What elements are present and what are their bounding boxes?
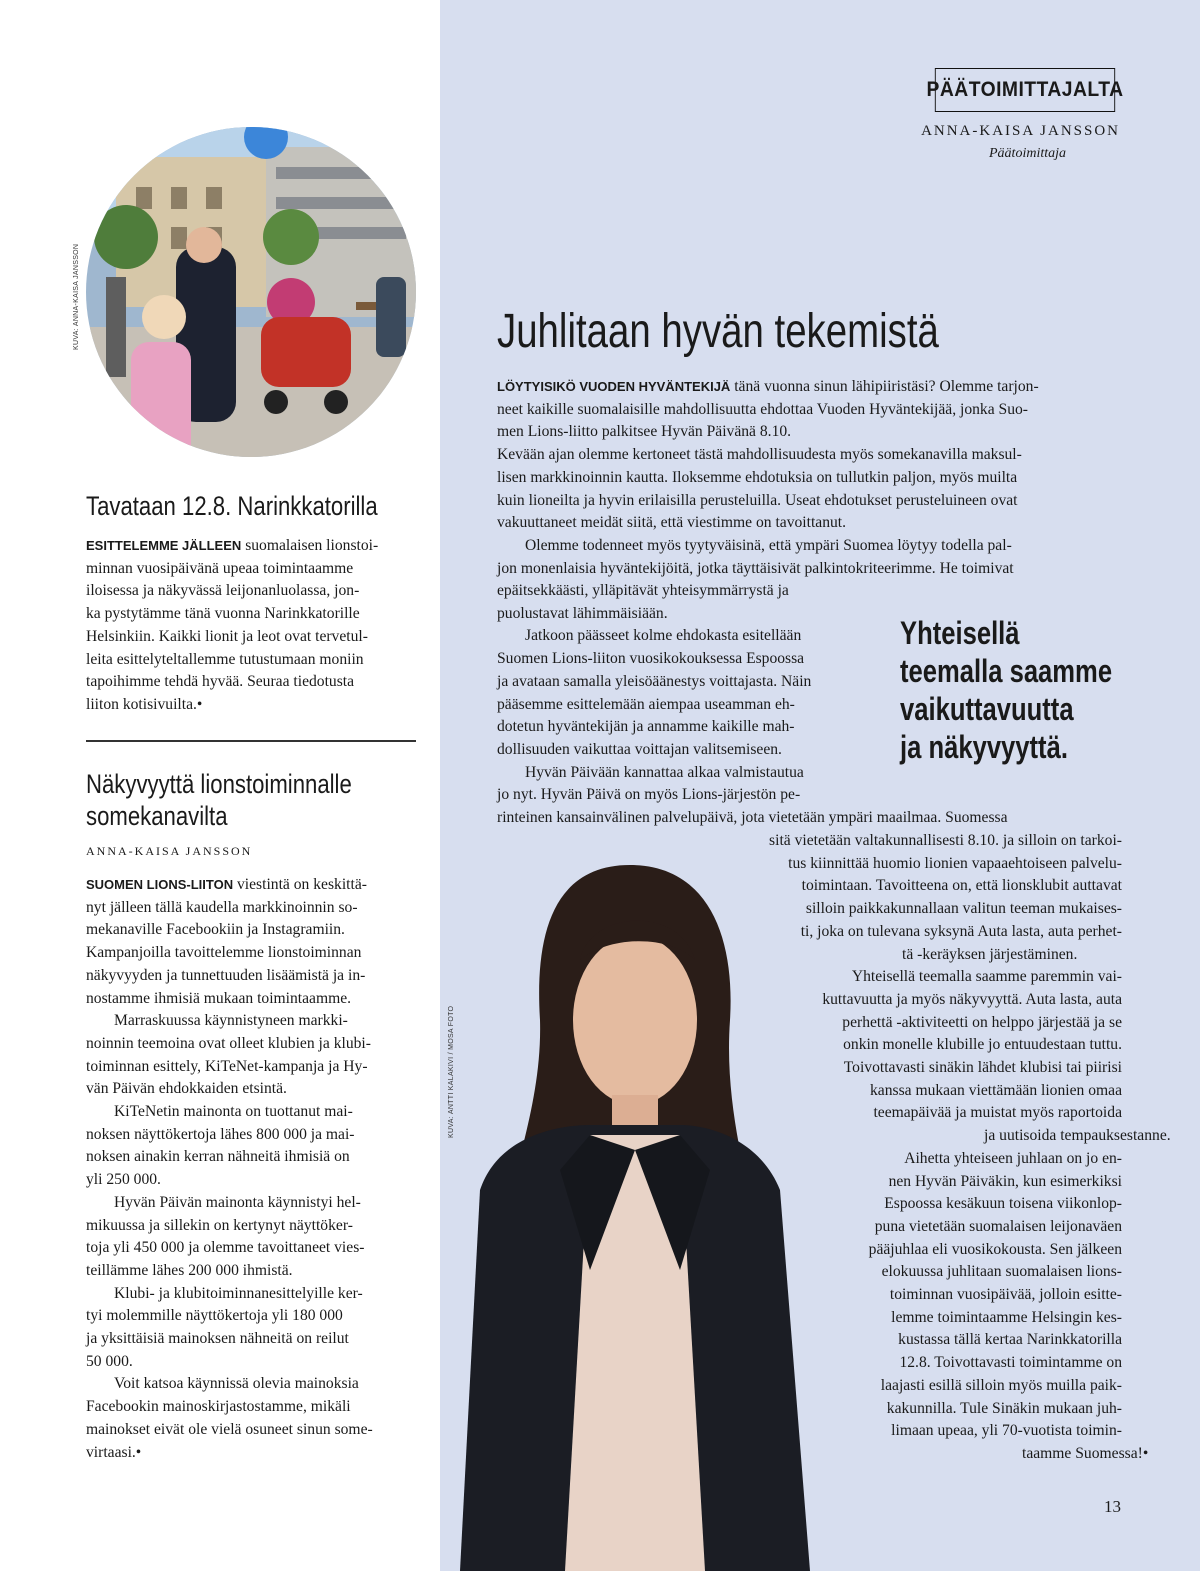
- article-title: Tavataan 12.8. Narinkkatorilla: [86, 491, 378, 521]
- main-title: Juhlitaan hyvän tekemistä: [497, 305, 939, 358]
- section-divider: [86, 740, 416, 742]
- article-body: SUOMEN LIONS-LIITON viestintä on keskittä- nyt jälleen tällä kaudella markkinoinnin so- mekanaville Facebookiin ja Instagramiin. Kampanjoilla tavoittelemme lionstoiminnan näkyvyyden ja tunnettuuden lisäämistä ja in- nostamme ihmisiä mukaan toimintaamme. Marraskuussa käynnistyneen markki- noinnin teemoina ovat olleet klubien ja klubi- toiminnan esittely, KiTeNet-kampanja ja Hy- vän Päivän ehdokkaiden etsintä. KiTeNetin mainonta on tuottanut mai- noksen näyttökertoja lähes 800 000 ja mai- noksen ainakin kerran nähneitä ihmisiä on yli 250 000. Hyvän Päivän mainonta käynnistyi hel- mikuussa ja sillekin on kertynyt näyttöker- toja yli 450 000 ja olemme tavoittaneet vies- teillämme lähes 200 000 ihmistä. Klubi- ja klubitoiminnanesittelyille ker- tyi molemmille näyttökertoja yli 180 000 ja yksittäisiä mainoksen nähneitä on reilut 50 000. Voit katsoa käynnissä olevia mainoksia Facebookin mainoskirjastostamme, mikäli mainokset eivät ole vielä osuneet sinun some- virtaasi.•: [86, 876, 373, 1461]
- lead-in: ESITTELEMME JÄLLEEN: [86, 538, 242, 553]
- article-body: ESITTELEMME JÄLLEEN suomalaisen lionstoi- minnan vuosipäivänä upeaa toimintaamme iloisessa ja näkyvässä leijonanluolassa, jon- ka pystytämme tänä vuonna Narinkkatorille Helsinkiin. Kaikki lionit ja leot ovat tervetul- leita esittelyteltallemme tutustumaan moniin tapoihimme tehdä hyvää. Seuraa tiedotusta liiton kotisivuilta.•: [86, 537, 379, 713]
- main-article-line: rinteinen kansainvälinen palvelupäivä, jota vietetään ympäri maailmaa. Suomessa: [497, 809, 1008, 826]
- editor-name: ANNA-KAISA JANSSON: [921, 123, 1120, 139]
- lead-in: SUOMEN LIONS-LIITON: [86, 877, 234, 892]
- photo-credit: KUVA: ANTTI KALAKIVI / MOSA FOTO: [448, 1005, 455, 1138]
- main-article-body-narrow: epäitsekkäästi, ylläpitävät yhteisymmärrystä ja puolustavat lähimmäisiään. Jatkoon päässeet kolme ehdokasta esitellään Suomen Lions-liiton vuosikokouksessa Espoossa ja avataan samalla yleisöäänestys voittajasta. Näin pääsemme esittelemään aiempaa useamman eh- dotetun hyväntekijän ja annamme kaikille mah- dollisuuden vaikuttaa voittajan valitsemiseen. Hyvän Päivään kannattaa alkaa valmistautua jo nyt. Hyvän Päivä on myös Lions-järjestön pe-: [497, 582, 812, 804]
- pull-quote: Yhteisellä teemalla saamme vaikuttavuutta ja näkyvyyttä.: [900, 615, 1113, 765]
- section-label: PÄÄTOIMITTAJALTA: [935, 68, 1115, 112]
- main-article-body: LÖYTYISIKÖ VUODEN HYVÄNTEKIJÄ tänä vuonna sinun lähipiiristäsi? Olemme tarjon- neet kaikille suomalaisille mahdollisuutta ehdottaa Vuoden Hyväntekijää, jonka Suo- men Lions-liitto palkitsee Hyvän Päivänä 8.10. Kevään ajan olemme kertoneet tästä mahdollisuudesta myös somekanavilla maksul- lisen markkinoinnin kautta. Iloksemme ehdotuksia on tullutkin paljon, myös muilta kuin lioneilta ja hyvin erilaisilla perusteluilla. Useat ehdotukset perusteluineen ovat vakuuttaneet meidät siitä, että viestimme on tavoittanut. Olemme todenneet myös tyytyväisinä, että ympäri Suomea löytyy todella pal- jon monenlaisia hyväntekijöitä, jotka täyttäisivät palkintokriteerimme. He toimivat: [497, 378, 1039, 577]
- lead-in: LÖYTYISIKÖ VUODEN HYVÄNTEKIJÄ: [497, 379, 731, 394]
- editor-role: Päätoimittaja: [989, 146, 1066, 161]
- page-number: 13: [1104, 1497, 1121, 1516]
- byline: ANNA-KAISA JANSSON: [86, 844, 253, 858]
- photo-credit: KUVA: ANNA-KAISA JANSSON: [73, 243, 80, 350]
- main-article-body-wrap: sitä vietetään valtakunnallisesti 8.10. ja silloin on tarkoi- tus kiinnittää huomio lionien vapaaehtoiseen palvelu- toimintaan. Tavoitteena on, että lionsklubit auttavat silloin paikkakunnallaan valitun teeman mukaises- ti, joka on tulevana syksynä Auta lasta, auta perhet- tä -keräyksen järjestäminen. Yhteisellä teemalla saamme paremmin vai- kuttavuutta ja myös näkyvyyttä. Auta lasta, auta perhettä -aktiviteetti on helppo järjestää ja se onkin monelle klubille jo entuudestaan tuttu. Toivottavasti sinäkin lähdet klubisi tai piirisi kanssa mukaan viettämään lionien omaa teemapäivää ja muistat myös raportoida ja uutisoida tempauksestanne. Aihetta yhteiseen juhlaan on jo en- nen Hyvän Päiväkin, kun esimerkiksi Espoossa kesäkuun toisena viikonlop- puna vietetään suomalaisen leijonaväen pääjuhlaa eli vuosikokousta. Sen jälkeen elokuussa juhlitaan suomalaisen lions- toiminnan vuosipäivää, jolloin esitte- lemme toimintaamme Helsingin kes- kustassa tällä kertaa Narinkkatorilla 12.8. Toivottavasti toimintamme on laajasti esillä silloin myös muilla paik- kakunnilla. Tule Sinäkin mukaan juh- limaan upeaa, yli 70-vuotista toimin- taamme Suomessa!•: [769, 832, 1171, 1462]
- street-event-photo: [86, 127, 416, 457]
- article-title: Näkyvyyttä lionstoiminnalle somekanavilta: [86, 769, 352, 831]
